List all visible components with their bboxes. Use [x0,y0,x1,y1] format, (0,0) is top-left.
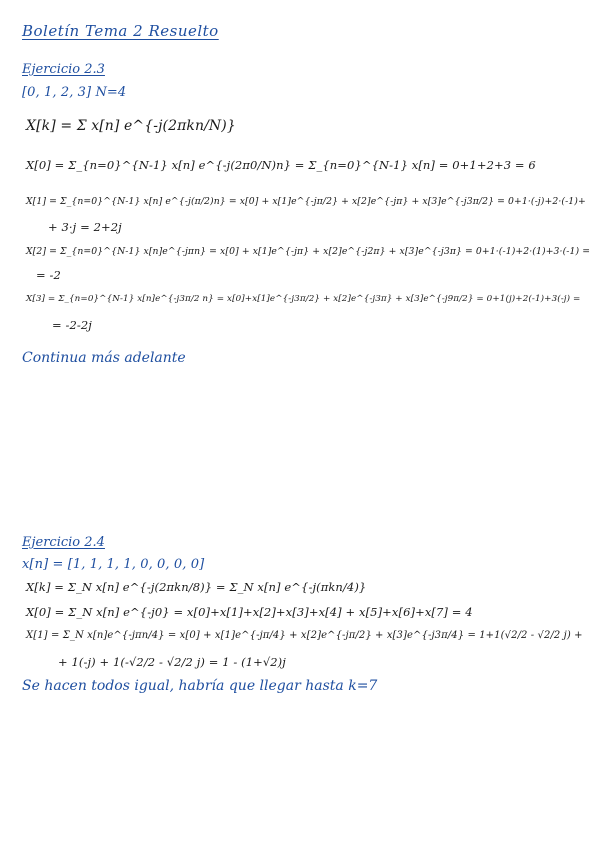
exercise-2-3-header: Ejercicio 2.3 [22,62,105,77]
continue-note: Continua más adelante [22,350,186,366]
x1-line: X[1] = Σ_{n=0}^{N-1} x[n] e^{-j(π/2)n} = x[0] + x[1]e^{-jπ/2} + x[2]e^{-jπ} + x[3]e^{-j3π/2} = 0+1·(-j)+2·(-1)+ [26,196,586,207]
exercise-2-4-given: x[n] = [1, 1, 1, 1, 0, 0, 0, 0] [22,557,205,572]
x0-line: X[0] = Σ_{n=0}^{N-1} x[n] e^{-j(2π0/N)n} = Σ_{n=0}^{N-1} x[n] = 0+1+2+3 = 6 [26,158,536,172]
x2-result-line: = -2 [36,268,61,282]
exercise-2-4-header: Ejercicio 2.4 [22,535,105,550]
x1-result-line-2-4: + 1(-j) + 1(-√2/2 - √2/2 j) = 1 - (1+√2)j [58,655,286,669]
x0-line-2-4: X[0] = Σ_N x[n] e^{-j0} = x[0]+x[1]+x[2]+x[3]+x[4] + x[5]+x[6]+x[7] = 4 [26,605,473,619]
x1-result-line: + 3·j = 2+2j [48,220,122,234]
dft-formula-2-3: X[k] = Σ x[n] e^{-j(2πkn/N)} [26,118,236,134]
x3-result-line: = -2-2j [52,318,92,332]
x2-line: X[2] = Σ_{n=0}^{N-1} x[n]e^{-jπn} = x[0] + x[1]e^{-jπ} + x[2]e^{-j2π} + x[3]e^{-j3π} = 0+1·(-1)+2·(1)+3·(-1) = [26,246,591,257]
x1-line-2-4: X[1] = Σ_N x[n]e^{-jπn/4} = x[0] + x[1]e^{-jπ/4} + x[2]e^{-jπ/2} + x[3]e^{-j3π/4} = 1+1(√2/2 - √2/2 j) + [26,630,583,641]
x3-line: X[3] = Σ_{n=0}^{N-1} x[n]e^{-j3π/2 n} = x[0]+x[1]e^{-j3π/2} + x[2]e^{-j3π} + x[3]e^{-j9π/2} = 0+1(j)+2(-1)+3(-j) = [26,294,581,304]
closing-note: Se hacen todos igual, habría que llegar hasta k=7 [22,678,378,694]
exercise-2-3-given: [0, 1, 2, 3] N=4 [22,85,127,100]
page-title: Boletín Tema 2 Resuelto [22,22,219,40]
dft-formula-2-4: X[k] = Σ_N x[n] e^{-j(2πkn/8)} = Σ_N x[n] e^{-j(πkn/4)} [26,580,367,594]
